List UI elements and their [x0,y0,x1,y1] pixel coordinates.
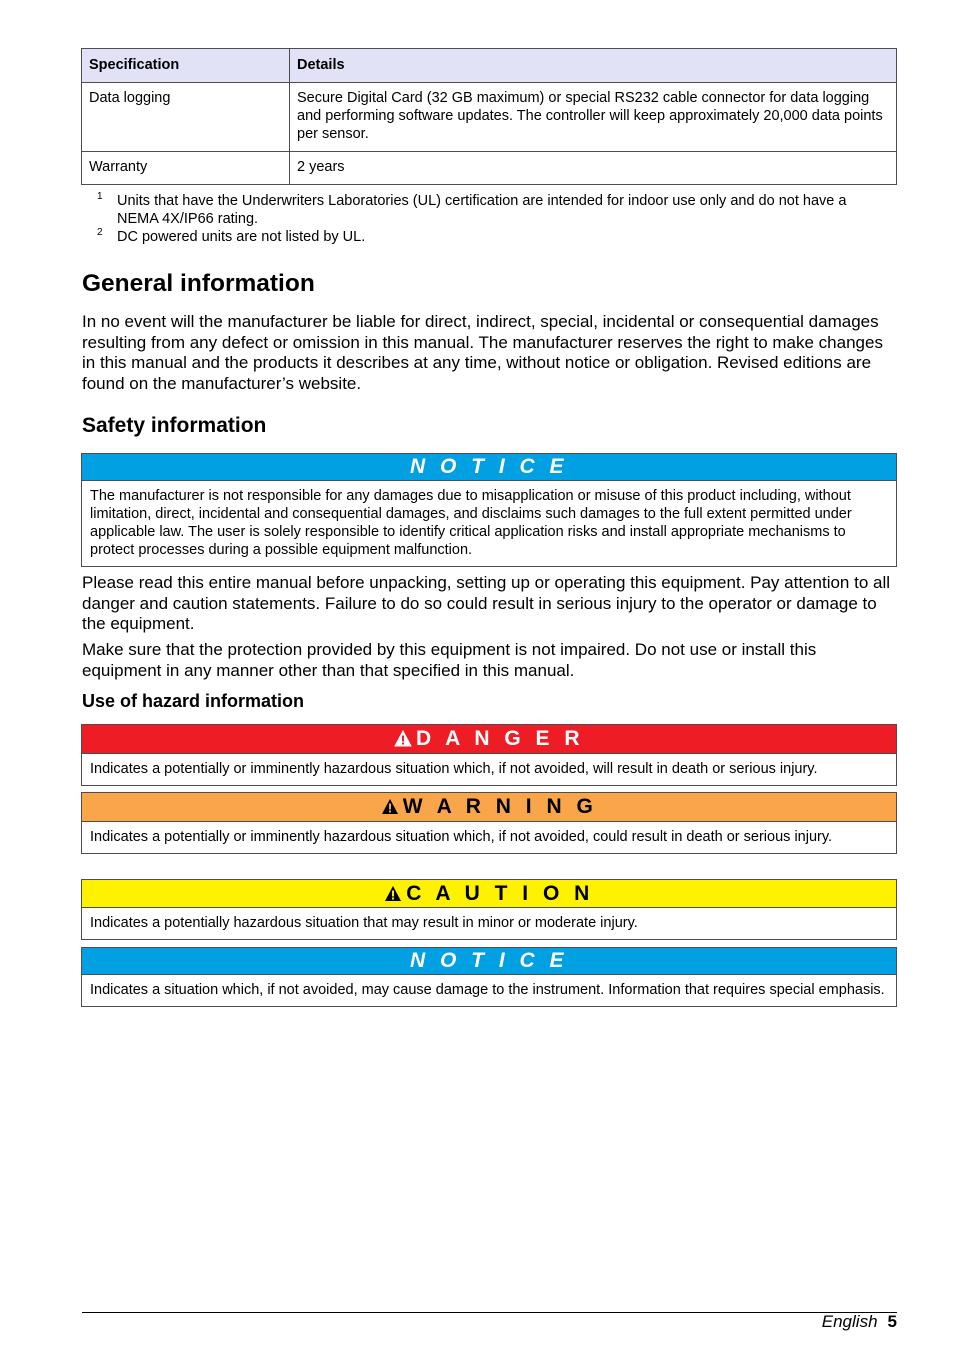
table-cell: Data logging [82,83,290,152]
notice-label: N O T I C E [82,454,896,481]
footnotes [95,192,885,246]
footnote-mark: 2 [97,227,103,238]
danger-label: D A N G E R [415,727,585,750]
danger-header [82,725,896,754]
caution-text: Indicates a potentially hazardous situation that may result in minor or moderate injury. [90,915,638,931]
specification-table [81,48,897,185]
column-header: Specification [82,49,290,83]
warning-text: Indicates a potentially or imminently hazardous situation which, if not avoided, could result in death or serious injury. [90,829,833,845]
notice-text: The manufacturer is not responsible for any damages due to misapplication or misuse of this product including, without limitation, direct, incidental and consequential damages, and disclaims such damages to the full extent permitted under applicable law. The user is solely responsible to identify critical application risks and install appropriate mechanisms to protect processes during a possible equipment malfunction. [90,488,852,558]
danger-box [81,724,897,786]
footer-divider [82,1312,897,1313]
caution-box [81,879,897,940]
footnote-mark: 1 [97,191,103,202]
notice-box [81,947,897,1007]
table-row [82,152,897,185]
footnote-text: Units that have the Underwriters Laboratories (UL) certification are intended for indoor use only and do not have a NEMA 4X/IP66 rating. [117,193,847,227]
caution-label: C A U T I O N [406,882,594,905]
warning-header [82,793,896,822]
table-cell: Secure Digital Card (32 GB maximum) or special RS232 cable connector for data logging and performing software updates. The controller will keep approximately 20,000 data points per sensor. [290,83,897,152]
safety-paragraph: Make sure that the protection provided by this equipment is not impaired. Do not use or install this equipment in any manner other than that specified in this manual. [82,640,817,680]
hazard-information-heading: Use of hazard information [82,691,305,711]
table-cell: 2 years [290,152,897,185]
footer-language: English [821,1312,878,1331]
warning-box [81,792,897,854]
footnote [95,228,885,246]
table-row [82,83,897,152]
table-header-row [82,49,897,83]
safety-information-heading: Safety information [82,414,267,437]
notice-label: N O T I C E [82,948,896,975]
footnote-text: DC powered units are not listed by UL. [117,229,366,245]
danger-text: Indicates a potentially or imminently hazardous situation which, if not avoided, will result in death or serious injury. [90,761,818,777]
warning-triangle-icon [394,727,412,755]
page-number: 5 [887,1312,897,1331]
page-footer [822,1312,897,1332]
general-information-text: In no event will the manufacturer be liable for direct, indirect, special, incidental or consequential damages resulting from any defect or omission in this manual. The manufacturer reserves the right to make changes in this manual and the products it describes at any time, without notice or obligation. Revised editions are found on the manufacturer’s website. [82,312,883,393]
notice-box [81,453,897,567]
caution-header [82,880,896,908]
safety-paragraph: Please read this entire manual before unpacking, setting up or operating this equipment. Pay attention to all danger and caution statements. Failure to do so could result in serious injury to the operator or damage to the equipment. [82,573,891,633]
table-cell: Warranty [82,152,290,185]
warning-label: W A R N I N G [402,795,598,818]
warning-triangle-icon [384,882,402,909]
footnote [95,192,885,228]
column-header: Details [290,49,897,83]
notice-text: Indicates a situation which, if not avoided, may cause damage to the instrument. Information that requires special emphasis. [90,982,885,998]
warning-triangle-icon [381,795,399,823]
general-information-heading: General information [82,270,315,297]
